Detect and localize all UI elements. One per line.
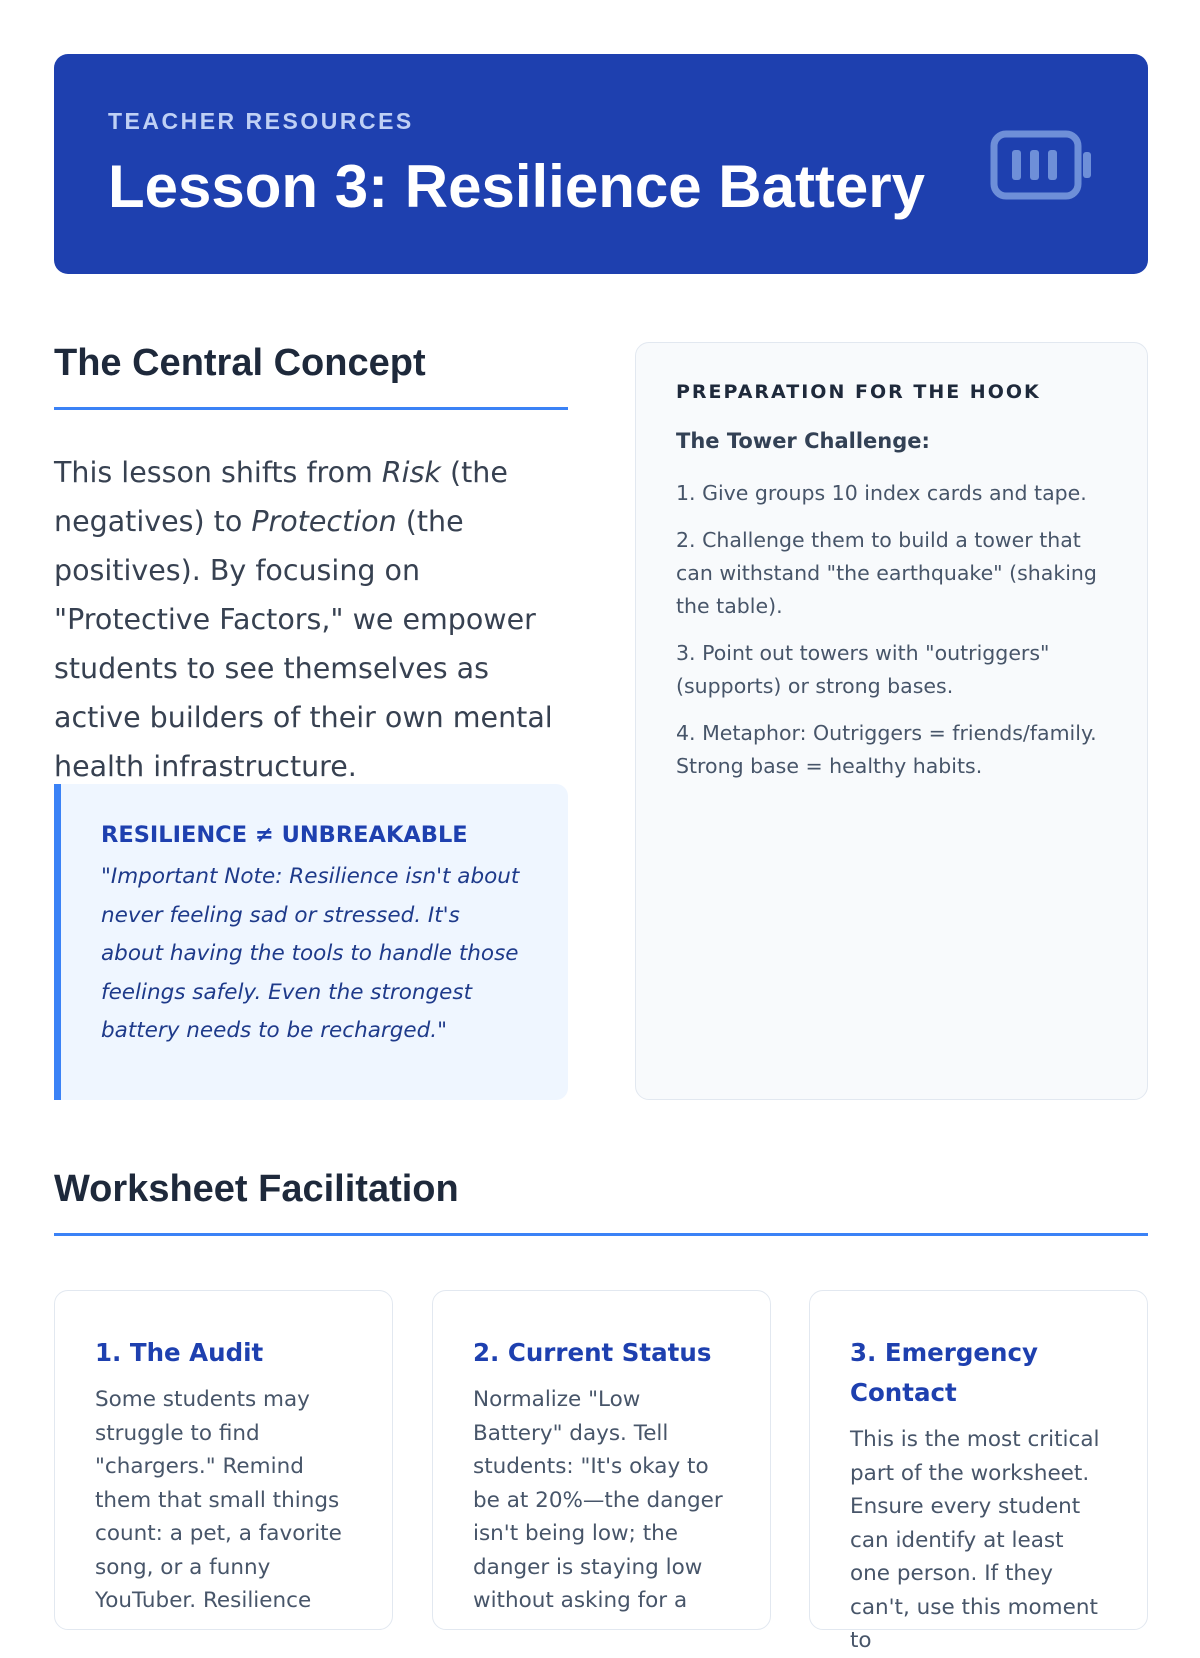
- concept-risk: Risk: [381, 456, 441, 489]
- prep-step: 3. Point out towers with "outriggers" (supports) or strong bases.: [676, 641, 1050, 698]
- card-text: This is the most critical part of the worksheet. Ensure every student can identify at least one person. If they can't, use this moment to: [850, 1427, 1100, 1653]
- resilience-note: [54, 784, 568, 1100]
- page-title: Lesson 3: Resilience Battery: [108, 153, 926, 220]
- concept-body-part-3: (the positives). By focusing on "Protective Factors," we empower students to see themselves as active builders of their own mental health infrastructure.: [54, 505, 553, 783]
- card-title: 3. Emergency Contact: [850, 1338, 1038, 1407]
- lesson-header: [54, 54, 1148, 274]
- concept-heading: The Central Concept: [54, 342, 426, 384]
- prep-step: 1. Give groups 10 index cards and tape.: [676, 481, 1087, 505]
- worksheet-heading: Worksheet Facilitation: [54, 1168, 459, 1210]
- concept-body-part-1: This lesson shifts from: [54, 456, 382, 489]
- prep-step: 4. Metaphor: Outriggers = friends/family. Strong base = healthy habits.: [676, 721, 1097, 778]
- battery-icon: [990, 130, 1094, 200]
- worksheet-divider: [54, 1233, 1148, 1236]
- worksheet-cards: [54, 1290, 1148, 1653]
- prep-title: PREPARATION FOR THE HOOK: [676, 381, 1041, 403]
- card-emergency-contact: [809, 1290, 1148, 1653]
- concept-divider: [54, 407, 568, 410]
- card-title: 1. The Audit: [95, 1338, 264, 1367]
- concept-body-part-2: (the negatives) to: [54, 456, 508, 538]
- concept-protection: Protection: [251, 505, 397, 538]
- note-title: RESILIENCE ≠ UNBREAKABLE: [101, 822, 468, 848]
- concept-body: [54, 448, 574, 791]
- card-text: Normalize "Low Battery" days. Tell students: "It's okay to be at 20%—the danger isn't being low; the danger is staying low without asking for a: [473, 1387, 723, 1613]
- card-text: Some students may struggle to find "chargers." Remind them that small things count: a pet, a favorite song, or a funny YouTuber. Resilience: [95, 1387, 342, 1613]
- prep-panel: [635, 342, 1148, 1100]
- card-title: 2. Current Status: [473, 1338, 712, 1367]
- header-kicker: TEACHER RESOURCES: [108, 108, 414, 134]
- note-text: "Important Note: Resilience isn't about never feeling sad or stressed. It's about having the tools to handle those feelings safely. Even the strongest battery needs to be recharged.": [101, 864, 520, 1043]
- prep-step: 2. Challenge them to build a tower that can withstand "the earthquake" (shaking the table).: [676, 528, 1097, 618]
- card-audit: [54, 1290, 393, 1630]
- prep-subtitle: The Tower Challenge:: [676, 429, 930, 453]
- card-current-status: [432, 1290, 771, 1630]
